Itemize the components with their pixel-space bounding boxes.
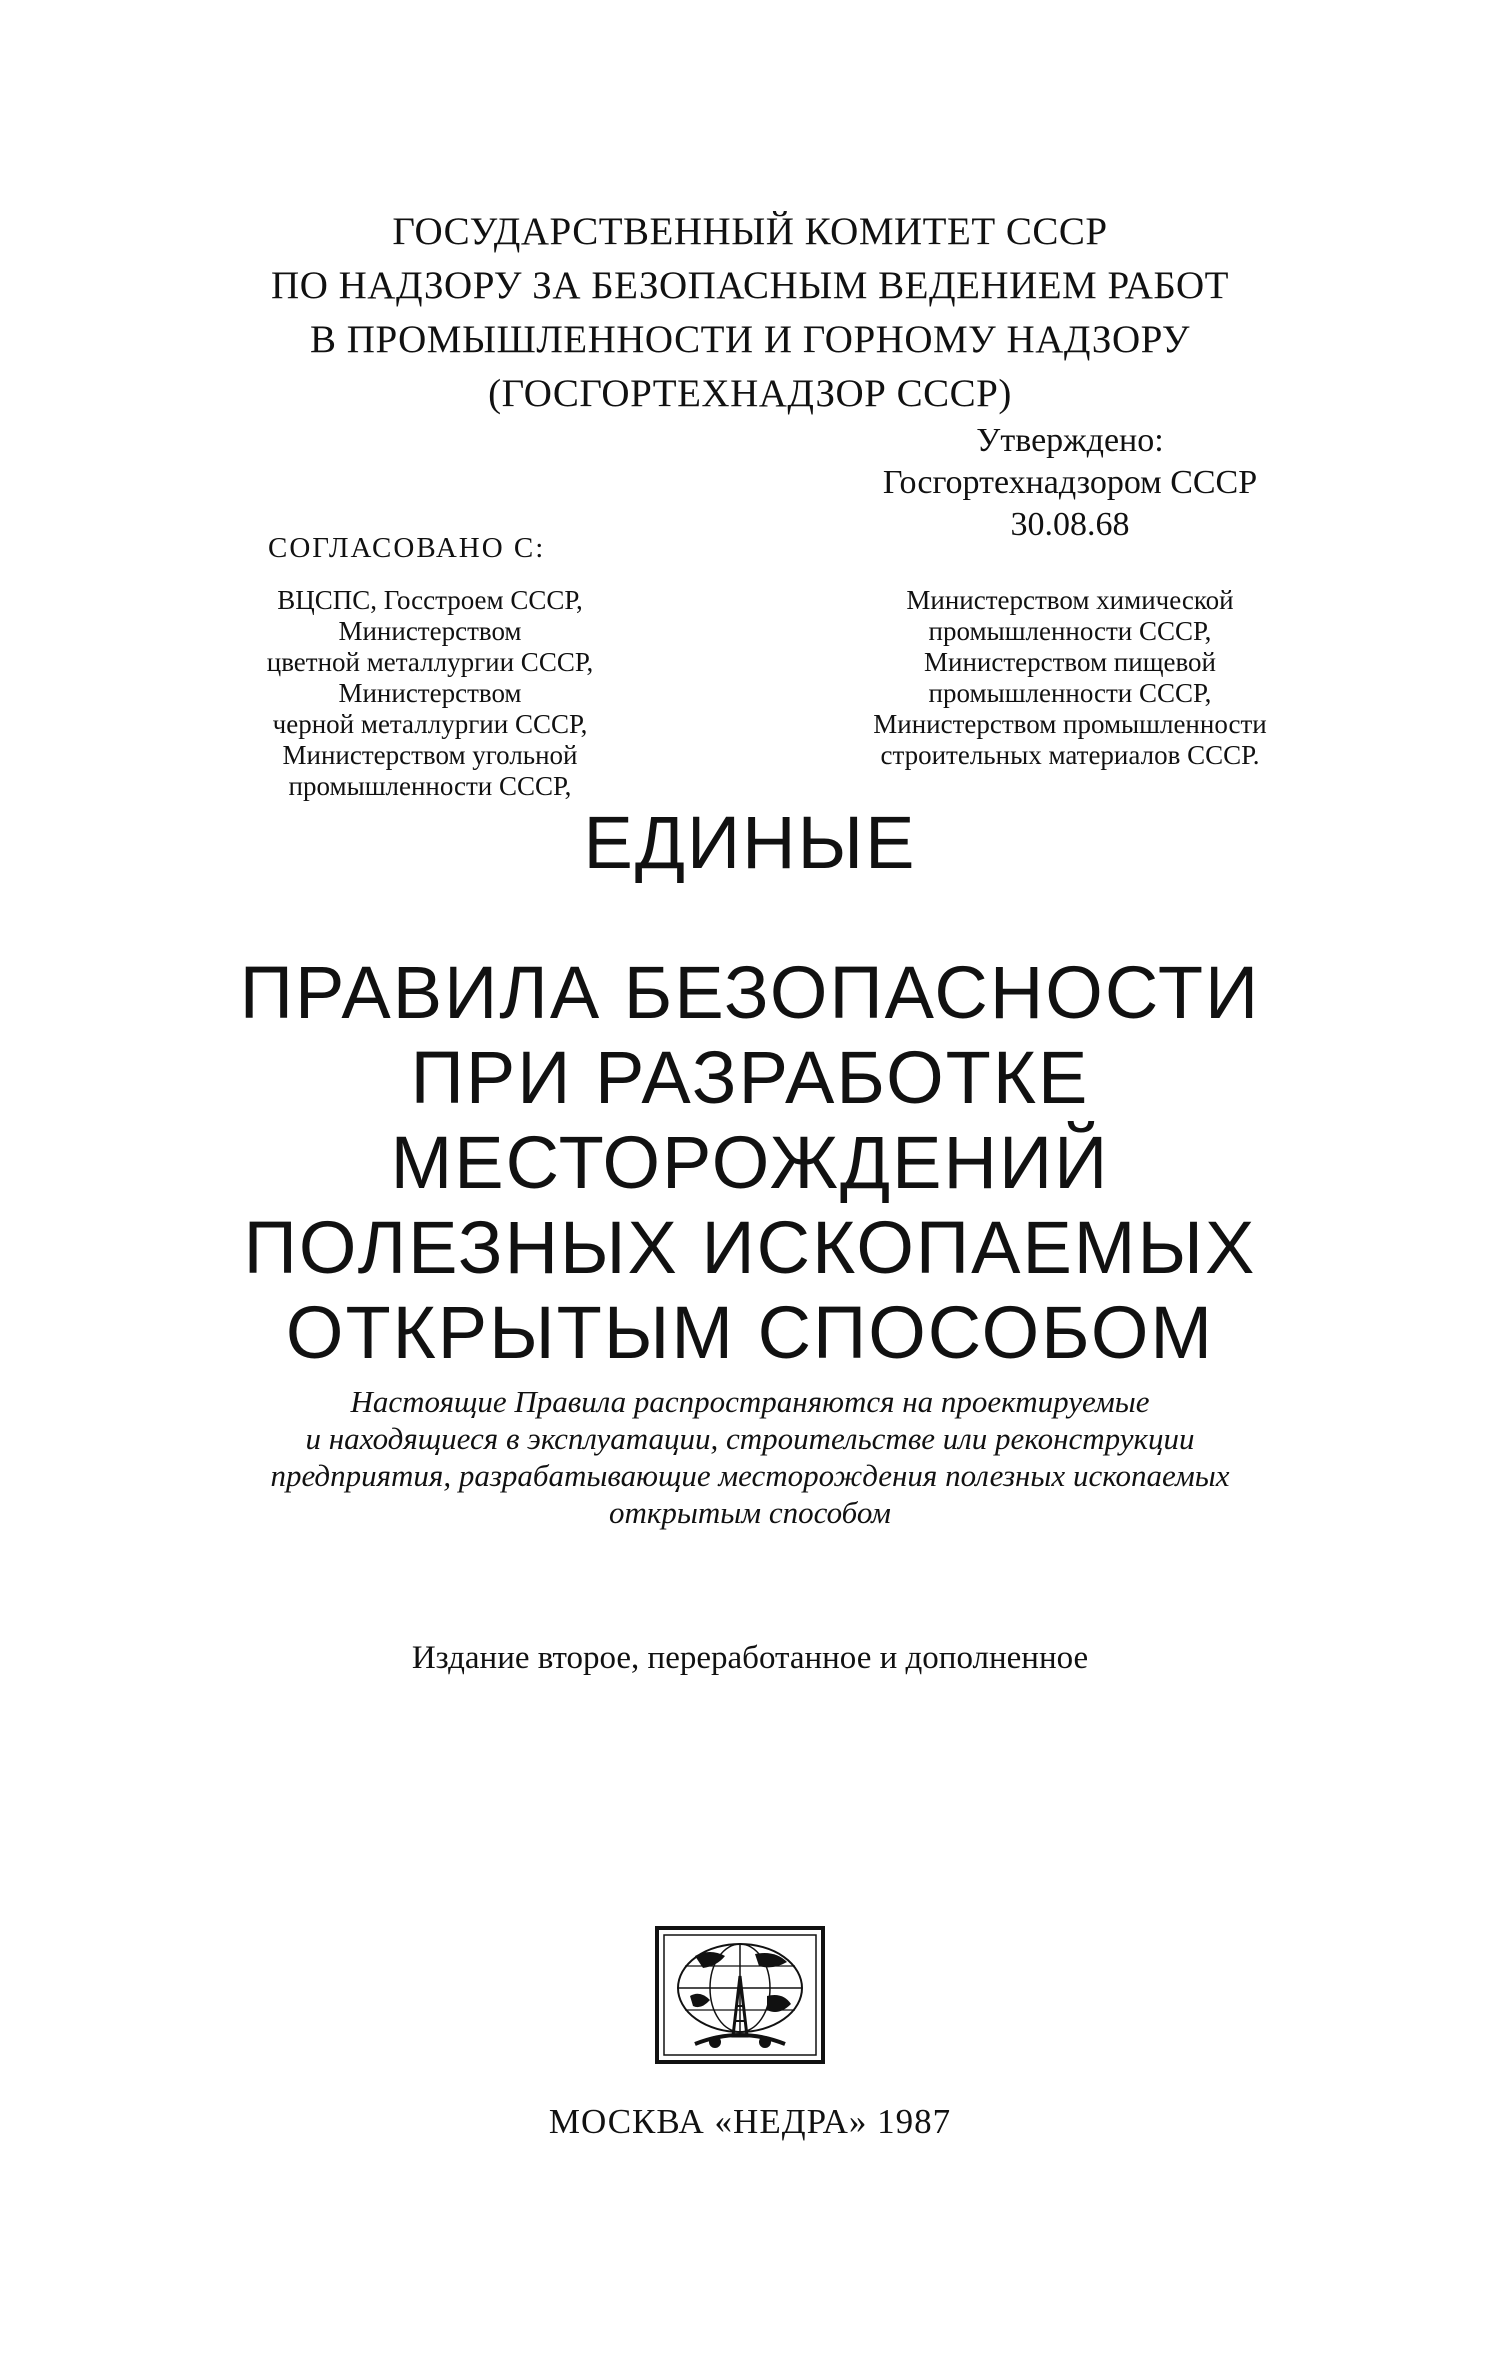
agreed-right-line: Министерством промышленности xyxy=(873,709,1267,739)
scope-line: предприятия, разрабатывающие месторождения полезных ископаемых xyxy=(270,1458,1230,1493)
agreed-left-line: цветной металлургии СССР, xyxy=(266,647,594,677)
organization-line: ПО НАДЗОРУ ЗА БЕЗОПАСНЫМ ВЕДЕНИЕМ РАБОТ xyxy=(271,264,1229,307)
agreed-left-line: черной металлургии СССР, xyxy=(272,709,588,739)
agreed-right-column xyxy=(820,585,1320,771)
agreed-right-line: строительных материалов СССР. xyxy=(880,740,1260,770)
organization-header xyxy=(0,205,1500,421)
agreed-left-line: Министерством xyxy=(338,616,522,646)
title-line: ПРИ РАЗРАБОТКЕ xyxy=(410,1036,1090,1119)
approval-authority: Госгортехнадзором СССР xyxy=(882,464,1258,501)
agreed-left-line: Министерством xyxy=(338,678,522,708)
edition-note: Издание второе, переработанное и дополненное xyxy=(411,1640,1089,1676)
approval-date: 30.08.68 xyxy=(1010,506,1130,543)
scope-line: Настоящие Правила распространяются на проектируемые xyxy=(350,1384,1150,1419)
agreed-right-line: Министерством химической xyxy=(906,585,1234,615)
publisher-imprint: МОСКВА «НЕДРА» 1987 xyxy=(548,2102,952,2141)
title-line: МЕСТОРОЖДЕНИЙ xyxy=(390,1121,1110,1204)
approval-block xyxy=(840,420,1300,546)
agreed-left-line: ВЦСПС, Госстроем СССР, xyxy=(277,585,583,615)
scope-line: открытым способом xyxy=(609,1495,891,1530)
organization-line: В ПРОМЫШЛЕННОСТИ И ГОРНОМУ НАДЗОРУ xyxy=(310,318,1190,361)
title-line: ОТКРЫТЫМ СПОСОБОМ xyxy=(285,1291,1215,1374)
title-line: ПОЛЕЗНЫХ ИСКОПАЕМЫХ xyxy=(243,1206,1257,1289)
organization-line: ГОСУДАРСТВЕННЫЙ КОМИТЕТ СССР xyxy=(392,210,1108,253)
agreed-right-line: промышленности СССР, xyxy=(928,678,1212,708)
agreed-right-line: Министерством пищевой xyxy=(924,647,1216,677)
agreed-left-line: промышленности СССР, xyxy=(288,771,572,801)
title-line: ПРАВИЛА БЕЗОПАСНОСТИ xyxy=(239,951,1261,1034)
scope-line: и находящиеся в эксплуатации, строительстве или реконструкции xyxy=(305,1421,1195,1456)
agreed-left-line: Министерством угольной xyxy=(282,740,578,770)
agreed-right-line: промышленности СССР, xyxy=(928,616,1212,646)
organization-line: (ГОСГОРТЕХНАДЗОР СССР) xyxy=(488,372,1012,415)
nedra-publisher-emblem-icon xyxy=(655,1926,825,2064)
scope-statement xyxy=(0,1383,1500,1531)
document-title xyxy=(0,800,1500,1375)
title-line: ЕДИНЫЕ xyxy=(583,801,917,884)
agreed-label: СОГЛАСОВАНО С: xyxy=(268,532,546,564)
agreed-left-column xyxy=(170,585,690,802)
approval-label: Утверждено: xyxy=(976,422,1164,459)
